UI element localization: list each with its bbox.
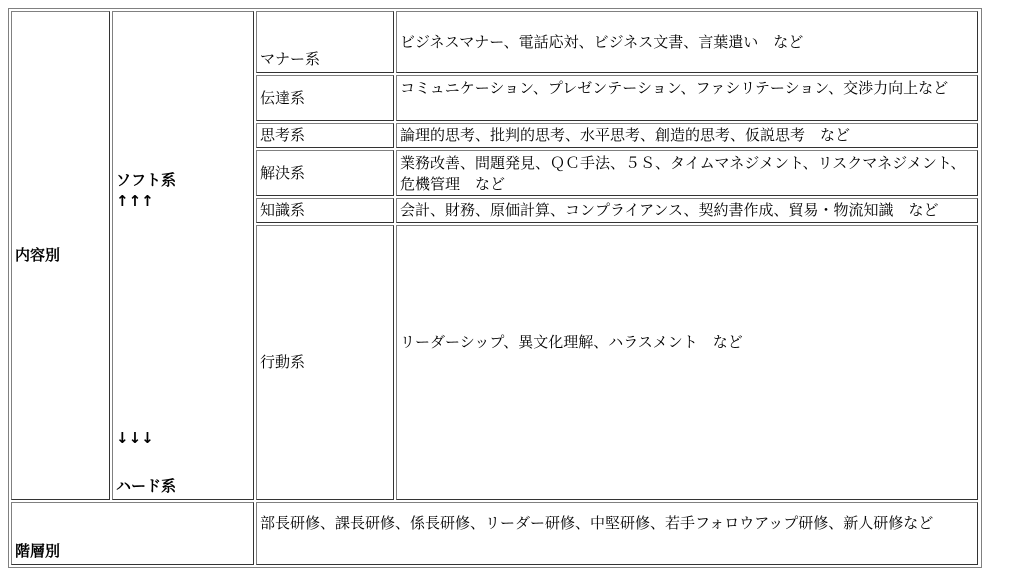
category-cell-communication — [256, 75, 394, 121]
arrows-up-icon: ↑↑↑ — [116, 192, 154, 210]
content-text: 論理的思考、批判的思考、水平思考、創造的思考、仮説思考 など — [400, 126, 851, 144]
content-cell-knowledge — [396, 198, 978, 223]
hard-label: ハード系 — [116, 477, 177, 495]
category-cell-behavior — [256, 225, 394, 500]
soft-label: ソフト系 — [116, 171, 177, 189]
content-section-label-text: 内容別 — [15, 246, 61, 264]
category-text: 思考系 — [260, 126, 306, 144]
content-cell-manner — [396, 11, 978, 73]
content-text: ビジネスマナー、電話応対、ビジネス文書、言葉遣い など — [400, 33, 804, 51]
category-cell-manner — [256, 11, 394, 73]
content-cell-communication — [396, 75, 978, 121]
content-cell-behavior — [396, 225, 978, 500]
content-text: 会計、財務、原価計算、コンプライアンス、契約書作成、貿易・物流知識 など — [400, 201, 939, 219]
soft-hard-column — [112, 11, 254, 500]
category-text: 解決系 — [260, 163, 306, 182]
category-text: 行動系 — [260, 353, 306, 371]
arrows-down-icon: ↓↓↓ — [116, 429, 154, 447]
content-text: 部長研修、課長研修、係長研修、リーダー研修、中堅研修、若手フォロウアップ研修、新人研修など — [260, 514, 934, 532]
content-text: 業務改善、問題発見、ＱＣ手法、５Ｓ、タイムマネジメント、リスクマネジメント、危機管理 など — [400, 154, 966, 193]
level-section-label-text: 階層別 — [15, 542, 61, 560]
content-text: コミュニケーション、プレゼンテーション、ファシリテーション、交渉力向上など — [400, 79, 949, 97]
level-section-label — [11, 502, 254, 565]
category-text: 知識系 — [260, 201, 306, 219]
category-text: 伝達系 — [260, 88, 306, 107]
category-cell-knowledge — [256, 198, 394, 223]
category-text: マナー系 — [260, 50, 321, 68]
level-section-content — [256, 502, 978, 565]
category-cell-solving — [256, 150, 394, 196]
content-text: リーダーシップ、異文化理解、ハラスメント など — [400, 333, 743, 351]
content-cell-solving — [396, 150, 978, 196]
content-cell-thinking — [396, 123, 978, 148]
soft-label-block — [116, 170, 176, 212]
content-section-label — [11, 11, 110, 500]
category-cell-thinking — [256, 123, 394, 148]
